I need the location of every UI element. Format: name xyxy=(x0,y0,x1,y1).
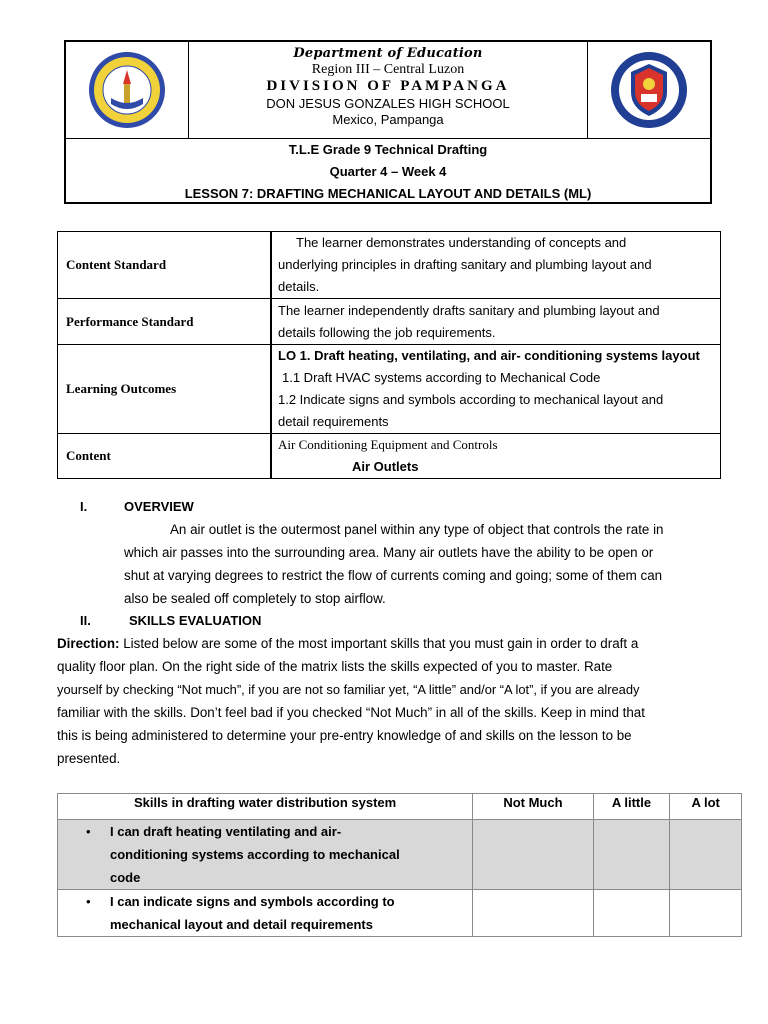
performance-standard-value xyxy=(271,299,721,345)
skill-line: code xyxy=(110,870,141,885)
skill-cell xyxy=(58,820,473,890)
direction-line xyxy=(57,632,722,655)
header-title-block xyxy=(189,42,587,138)
deped-logo-cell xyxy=(587,42,710,138)
skills-table-header xyxy=(58,794,742,820)
content-standard-row xyxy=(58,232,721,299)
overview-paragraph xyxy=(124,518,722,610)
deped-seal-icon xyxy=(609,50,689,130)
document-header xyxy=(64,40,712,204)
a-little-checkbox-cell[interactable] xyxy=(593,890,670,937)
learning-outcomes-row xyxy=(58,345,721,434)
performance-standard-row xyxy=(58,299,721,345)
not-much-checkbox-cell[interactable] xyxy=(473,890,593,937)
skill-line: • I can draft heating ventilating and air- xyxy=(110,824,342,839)
department-name: Department of Education xyxy=(293,46,483,61)
direction-line: familiar with the skills. Don’t feel bad if you checked “Not Much” in all of the skills. Keep in mind that xyxy=(57,705,645,720)
performance-standard-label: Performance Standard xyxy=(58,299,272,345)
performance-standard-line: The learner independently drafts sanitary and plumbing layout and xyxy=(278,302,660,318)
skill-line: • I can indicate signs and symbols according to xyxy=(110,894,395,909)
region-name: Region III – Central Luzon xyxy=(311,62,465,77)
header-top-row xyxy=(66,42,710,139)
direction-line: yourself by checking “Not much”, if you are not so familiar yet, “A little” and/or “A lot”, if you are already xyxy=(57,682,640,697)
not-much-column-header: Not Much xyxy=(473,794,593,820)
not-much-checkbox-cell[interactable] xyxy=(473,820,593,890)
content-standard-line: details. xyxy=(278,279,320,294)
a-lot-checkbox-cell[interactable] xyxy=(670,820,742,890)
learning-outcomes-label: Learning Outcomes xyxy=(58,345,272,434)
learning-outcome-title: LO 1. Draft heating, ventilating, and air- conditioning systems layout xyxy=(278,348,700,363)
overview-number: I. xyxy=(80,499,88,514)
content-row xyxy=(58,434,721,479)
direction-text: Listed below are some of the most important skills that you must gain in order to draft a xyxy=(119,636,639,651)
school-logo-cell xyxy=(66,42,189,138)
school-name: DON JESUS GONZALES HIGH SCHOOL xyxy=(266,96,510,111)
subject-title: T.L.E Grade 9 Technical Drafting xyxy=(288,142,488,157)
skill-line: mechanical layout and detail requirements xyxy=(110,917,373,932)
table-row xyxy=(58,820,742,890)
overview-line: also be sealed off completely to stop airflow. xyxy=(124,591,386,606)
standards-table xyxy=(57,231,721,479)
lesson-title: LESSON 7: DRAFTING MECHANICAL LAYOUT AND DETAILS (ML) xyxy=(184,186,592,201)
content-topic: Air Conditioning Equipment and Controls xyxy=(278,437,498,452)
quarter-week: Quarter 4 – Week 4 xyxy=(329,164,447,179)
skills-heading: SKILLS EVALUATION xyxy=(129,613,262,628)
content-subtopic: Air Outlets xyxy=(352,459,419,474)
a-little-checkbox-cell[interactable] xyxy=(593,820,670,890)
skill-cell xyxy=(58,890,473,937)
lesson-info xyxy=(66,139,710,205)
school-seal-icon xyxy=(87,50,167,130)
skills-number: II. xyxy=(80,613,91,628)
direction-line: this is being administered to determine your pre-entry knowledge of and skills on the lesson to be xyxy=(57,728,632,743)
content-label: Content xyxy=(58,434,272,479)
table-row xyxy=(58,890,742,937)
content-value xyxy=(271,434,721,479)
overview-line: shut at varying degrees to restrict the flow of currents coming and going; some of them can xyxy=(124,568,663,583)
content-standard-line: The learner demonstrates understanding of concepts and xyxy=(296,235,627,250)
a-lot-column-header: A lot xyxy=(670,794,742,820)
skills-table xyxy=(57,793,742,937)
skills-column-header: Skills in drafting water distribution system xyxy=(58,794,473,820)
learning-outcome-item: detail requirements xyxy=(278,414,389,429)
division-name: DIVISION OF PAMPANGA xyxy=(266,78,510,94)
content-standard-value xyxy=(271,232,721,299)
content-standard-line: underlying principles in drafting sanitary and plumbing layout and xyxy=(278,257,652,272)
direction-paragraph xyxy=(57,632,722,770)
skill-item xyxy=(58,820,472,889)
a-little-column-header: A little xyxy=(593,794,670,820)
skill-line: conditioning systems according to mechanical xyxy=(110,847,400,862)
direction-line: presented. xyxy=(57,751,121,766)
overview-line: which air passes into the surrounding area. Many air outlets have the ability to be open or xyxy=(124,545,654,560)
overview-line: An air outlet is the outermost panel within any type of object that controls the rate in xyxy=(170,522,664,537)
skill-item xyxy=(58,890,472,936)
performance-standard-line: details following the job requirements. xyxy=(278,324,496,340)
a-lot-checkbox-cell[interactable] xyxy=(670,890,742,937)
learning-outcome-item: 1.2 Indicate signs and symbols according to mechanical layout and xyxy=(278,392,664,407)
overview-heading: OVERVIEW xyxy=(124,499,194,514)
direction-line: quality floor plan. On the right side of the matrix lists the skills expected of you to master. Rate xyxy=(57,659,613,674)
learning-outcome-item: 1.1 Draft HVAC systems according to Mechanical Code xyxy=(282,370,601,385)
school-town: Mexico, Pampanga xyxy=(332,112,444,127)
learning-outcomes-value xyxy=(271,345,721,434)
content-standard-label: Content Standard xyxy=(58,232,272,299)
direction-label: Direction: xyxy=(57,636,120,651)
